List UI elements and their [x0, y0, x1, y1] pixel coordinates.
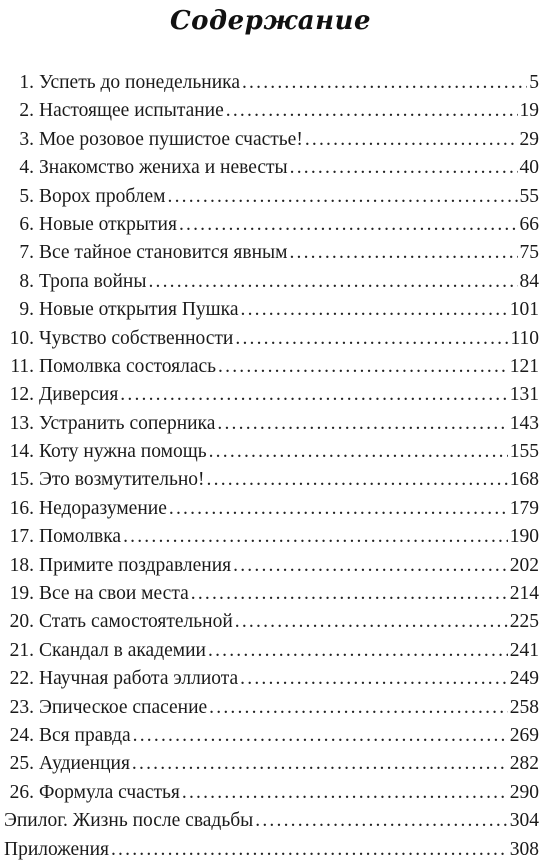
toc-entry-page: 282 — [509, 753, 539, 775]
toc-entry-page: 304 — [509, 810, 539, 832]
dot-leader — [242, 69, 527, 97]
toc-entry — [0, 694, 541, 722]
dot-leader — [240, 665, 508, 693]
toc-entry — [0, 69, 541, 97]
dot-leader — [226, 97, 518, 125]
toc-entry-number: 25. — [9, 753, 34, 775]
dot-leader — [217, 410, 507, 438]
dot-leader — [289, 239, 517, 267]
dot-leader — [148, 268, 517, 296]
table-of-contents — [0, 69, 541, 864]
toc-entry-number: 22. — [9, 668, 34, 690]
toc-entry — [0, 353, 541, 381]
toc-entry-page: 143 — [509, 412, 539, 434]
toc-entry — [0, 580, 541, 608]
toc-entry-title: Все тайное становится явным — [39, 242, 288, 264]
toc-entry-page: 75 — [519, 242, 539, 264]
toc-entry-number: 23. — [9, 696, 34, 718]
dot-leader — [235, 608, 508, 636]
toc-entry — [0, 779, 541, 807]
toc-entry-title: Ворох проблем — [39, 185, 166, 207]
toc-entry-title: Стать самостоятельной — [39, 611, 233, 633]
toc-entry — [0, 807, 541, 835]
toc-entry-number: 15. — [9, 469, 34, 491]
dot-leader — [233, 552, 508, 580]
toc-entry-title: Помолвка — [39, 526, 122, 548]
toc-entry — [0, 466, 541, 494]
toc-entry-page: 55 — [519, 185, 539, 207]
toc-entry — [0, 211, 541, 239]
toc-entry-number: 20. — [9, 611, 34, 633]
dot-leader — [132, 750, 508, 778]
toc-entry-page: 110 — [510, 327, 539, 349]
toc-entry-number: 3. — [19, 128, 34, 150]
page-title: Содержание — [169, 6, 372, 36]
toc-entry-number: 16. — [9, 497, 34, 519]
toc-entry-number: 5. — [19, 185, 34, 207]
toc-entry — [0, 750, 541, 778]
toc-entry-page: 308 — [509, 838, 539, 860]
toc-entry-page: 66 — [519, 213, 539, 235]
dot-leader — [207, 466, 508, 494]
toc-entry — [0, 495, 541, 523]
toc-entry-number: 6. — [19, 213, 34, 235]
toc-entry-number: 7. — [19, 242, 34, 264]
toc-entry-number: 4. — [19, 157, 34, 179]
toc-entry — [0, 325, 541, 353]
toc-entry-title: Диверсия — [39, 384, 119, 406]
toc-entry-title: Устранить соперника — [39, 412, 216, 434]
toc-entry-page: 19 — [519, 100, 539, 122]
dot-leader — [182, 779, 508, 807]
toc-entry — [0, 608, 541, 636]
toc-entry-title: Тропа войны — [39, 270, 147, 292]
toc-entry-number: 8. — [19, 270, 34, 292]
dot-leader — [111, 836, 508, 864]
toc-entry — [0, 523, 541, 551]
dot-leader — [290, 154, 518, 182]
toc-entry-title: Вся правда — [39, 724, 131, 746]
toc-entry-page: 5 — [529, 72, 539, 93]
toc-entry — [0, 239, 541, 267]
dot-leader — [218, 353, 508, 381]
toc-entry-number: 9. — [19, 299, 34, 321]
toc-entry-number: 26. — [9, 781, 34, 803]
toc-entry-page: 269 — [509, 724, 539, 746]
toc-entry-page: 290 — [509, 781, 539, 803]
dot-leader — [255, 807, 507, 835]
toc-entry — [0, 665, 541, 693]
dot-leader — [209, 438, 508, 466]
toc-entry — [0, 438, 541, 466]
toc-entry-number: 1. — [19, 72, 34, 93]
toc-entry-page: 258 — [509, 696, 539, 718]
toc-entry-page: 241 — [509, 639, 539, 661]
toc-entry-number: 11. — [10, 355, 34, 377]
dot-leader — [209, 694, 508, 722]
toc-entry-page: 168 — [509, 469, 539, 491]
dot-leader — [123, 523, 508, 551]
toc-entry-page: 179 — [509, 497, 539, 519]
toc-entry-page: 155 — [509, 441, 539, 463]
dot-leader — [208, 637, 508, 665]
toc-entry-title: Новые открытия Пушка — [39, 299, 239, 321]
toc-entry-number: 24. — [9, 724, 34, 746]
toc-entry-number: 2. — [19, 100, 34, 122]
dot-leader — [179, 211, 518, 239]
toc-entry-title: Помолвка состоялась — [39, 355, 217, 377]
toc-entry-page: 29 — [519, 128, 539, 150]
toc-entry-page: 214 — [509, 583, 539, 605]
toc-entry-title: Эпилог. Жизнь после свадьбы — [4, 810, 254, 832]
toc-entry-title: Эпическое спасение — [39, 696, 208, 718]
toc-entry — [0, 183, 541, 211]
toc-entry — [0, 552, 541, 580]
toc-entry-title: Научная работа эллиота — [39, 668, 239, 690]
toc-entry-title: Все на свои места — [39, 583, 189, 605]
toc-entry — [0, 154, 541, 182]
toc-entry-title: Примите поздравления — [39, 554, 232, 576]
toc-entry-title: Приложения — [4, 838, 109, 860]
toc-entry-title: Новые открытия — [39, 213, 177, 235]
toc-entry-page: 84 — [519, 270, 539, 292]
toc-entry-page: 101 — [509, 299, 539, 321]
dot-leader — [191, 580, 508, 608]
dot-leader — [133, 722, 508, 750]
toc-entry-number: 17. — [9, 526, 34, 548]
toc-entry-title: Знакомство жениха и невесты — [39, 157, 288, 179]
toc-entry — [0, 296, 541, 324]
dot-leader — [168, 183, 518, 211]
toc-entry — [0, 97, 541, 125]
toc-entry-number: 10. — [9, 327, 34, 349]
toc-entry-title: Настоящее испытание — [39, 100, 224, 122]
dot-leader — [305, 126, 518, 154]
toc-entry-title: Успеть до понедельника — [39, 72, 240, 93]
toc-entry-page: 202 — [509, 554, 539, 576]
toc-entry-page: 225 — [509, 611, 539, 633]
toc-entry-number: 21. — [9, 639, 34, 661]
toc-entry-title: Это возмутительно! — [39, 469, 205, 491]
toc-entry — [0, 637, 541, 665]
toc-entry-page: 131 — [509, 384, 539, 406]
dot-leader — [235, 325, 508, 353]
toc-entry — [0, 410, 541, 438]
toc-entry-title: Аудиенция — [39, 753, 130, 775]
dot-leader — [169, 495, 508, 523]
toc-entry-title: Скандал в академии — [39, 639, 206, 661]
toc-entry-number: 19. — [9, 583, 34, 605]
toc-entry-page: 190 — [509, 526, 539, 548]
toc-entry-page: 249 — [509, 668, 539, 690]
toc-entry-title: Чувство собственности — [39, 327, 234, 349]
toc-entry — [0, 381, 541, 409]
toc-entry-title: Недоразумение — [39, 497, 167, 519]
dot-leader — [241, 296, 508, 324]
toc-entry-number: 12. — [9, 384, 34, 406]
toc-entry-title: Формула счастья — [39, 781, 180, 803]
toc-entry-number: 18. — [9, 554, 34, 576]
toc-entry — [0, 268, 541, 296]
toc-entry-title: Мое розовое пушистое счастье! — [39, 128, 303, 150]
toc-entry — [0, 836, 541, 864]
toc-entry-page: 121 — [509, 355, 539, 377]
toc-entry — [0, 722, 541, 750]
toc-entry-page: 40 — [519, 157, 539, 179]
toc-entry — [0, 126, 541, 154]
toc-entry-number: 13. — [9, 412, 34, 434]
dot-leader — [120, 381, 507, 409]
toc-entry-number: 14. — [9, 441, 34, 463]
toc-entry-title: Коту нужна помощь — [39, 441, 207, 463]
